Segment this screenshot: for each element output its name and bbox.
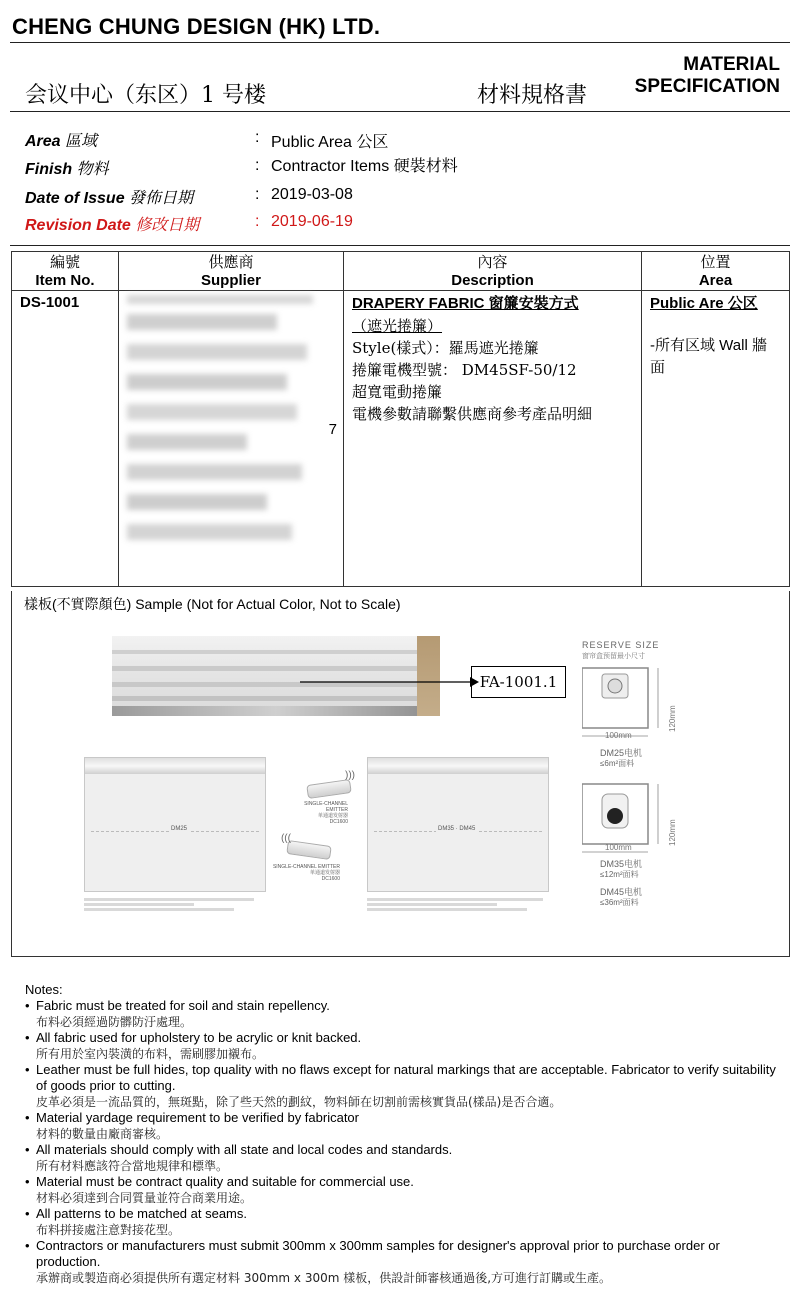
spec-title-en-line2: SPECIFICATION <box>634 76 780 97</box>
issue-value: 2019-03-08 <box>271 186 353 203</box>
sample-caption: 樣板(不實際顏色) Sample (Not for Actual Color, Not to Scale) <box>24 596 401 612</box>
notes-title: Notes: <box>25 982 63 997</box>
right-caption-lines <box>367 896 547 913</box>
supplier-redacted <box>127 293 313 568</box>
issue-label: Date of Issue 發佈日期 <box>25 188 194 207</box>
header-supplier: 供應商 Supplier <box>119 252 344 291</box>
dm35-area: ≤12m²面料 <box>600 870 639 879</box>
dim-100-bottom: 100mm <box>605 843 632 852</box>
area-title: Public Are 公区 <box>650 295 758 312</box>
area-value: Public Area 公区 <box>271 134 389 151</box>
signal-icon: ))) <box>345 770 355 781</box>
revision-value: 2019-06-19 <box>271 213 353 230</box>
arrow-icon <box>300 672 480 692</box>
dm25-label: DM25电机 <box>600 748 643 758</box>
revision-colon: : <box>255 213 260 230</box>
description-blind: 超寬電動捲簾 <box>352 383 443 401</box>
signal-icon: ))) <box>281 833 291 844</box>
spec-title-cn: 材料規格書 <box>477 83 588 108</box>
finish-colon: : <box>255 157 260 174</box>
dm45-area: ≤36m²面料 <box>600 898 639 907</box>
roller-blind-left <box>84 757 266 892</box>
title-rule <box>10 111 790 112</box>
emitter-label-1: SINGLE-CHANNEL EMITTER 单通道发射器 DC1600 <box>304 801 348 825</box>
area-cell <box>642 291 790 587</box>
sample-tag: FA-1001.1 <box>471 666 566 698</box>
spec-table <box>11 251 790 587</box>
item-no: DS-1001 <box>12 291 119 587</box>
supplier-marker: 7 <box>328 421 337 438</box>
company-name: CHENG CHUNG DESIGN (HK) LTD. <box>12 14 381 39</box>
meta-rule <box>10 245 790 246</box>
dim-120-top: 120mm <box>668 705 677 732</box>
project-title: 会议中心（东区）1 号楼 <box>25 83 266 108</box>
description-subtitle: （遮光捲簾） <box>352 317 443 335</box>
reserve-title-cn: 窗帘盒预留最小尺寸 <box>582 653 645 660</box>
reserve-title: RESERVE SIZE <box>582 640 660 650</box>
supplier-cell <box>119 291 344 587</box>
area-note: -所有区域 Wall 牆面 <box>650 337 767 376</box>
roller-blind-right <box>367 757 549 892</box>
spec-title-en <box>610 54 780 98</box>
dm25-section-diagram <box>582 664 672 740</box>
list-item: • Leather must be full hides, top quality with no flaws except for natural markings that are acceptable. Fabricator to verify suitability of goods prior to cutting. 皮革必須是一流品質的，無斑點，除了些天然的劃紋，物料師在切割前需核實貨品(樣品)是否合適。 <box>36 1062 785 1110</box>
spec-title-en-line1: MATERIAL <box>683 54 780 75</box>
header-item: 編號 Item No. <box>12 252 119 291</box>
motor-left-label: DM25 <box>171 826 188 832</box>
dm45-label: DM45电机 <box>600 887 643 897</box>
area-colon: : <box>255 129 260 146</box>
notes-list <box>25 998 785 1286</box>
dm35-label: DM35电机 <box>600 859 643 869</box>
list-item: • Material yardage requirement to be verified by fabricator 材料的數量由廠商審核。 <box>36 1110 785 1142</box>
list-item: • Material must be contract quality and suitable for commercial use. 材料必須達到合同質量並符合商業用途。 <box>36 1174 785 1206</box>
dm25-area: ≤6m²面料 <box>600 759 635 768</box>
finish-value: Contractor Items 硬裝材料 <box>271 158 458 175</box>
description-style: Style(樣式）：羅馬遮光捲簾 <box>352 339 539 357</box>
header-description: 內容 Description <box>344 252 642 291</box>
notes-section <box>25 982 785 1286</box>
list-item: • All materials should comply with all state and local codes and standards. 所有材料應該符合當地規律和標準。 <box>36 1142 785 1174</box>
list-item: • Contractors or manufacturers must submit 300mm x 300mm samples for designer's approval prior to purchase order or production. 承辦商或製造商必須提供所有選定材料 300mm x 300m 樣板，供設計師審核通過後,方可進行訂購或生產。 <box>36 1238 785 1286</box>
header-area: 位置 Area <box>642 252 790 291</box>
motor-right-label: DM35 · DM45 <box>438 826 476 832</box>
header-rule <box>10 42 790 43</box>
list-item: • Fabric must be treated for soil and stain repellency. 布料必須經過防髒防汙處理。 <box>36 998 785 1030</box>
finish-label: Finish 物料 <box>25 159 109 178</box>
emitter-label-2: SINGLE-CHANNEL EMITTER 单通道发射器 DC1600 <box>272 864 340 882</box>
description-motor: 捲簾電機型號： DM45SF-50/12 <box>352 361 577 379</box>
revision-label: Revision Date 修改日期 <box>25 215 200 234</box>
issue-colon: : <box>255 186 260 203</box>
description-title: DRAPERY FABRIC 窗簾安裝方式 <box>352 295 579 312</box>
left-caption-lines <box>84 896 264 913</box>
description-cell <box>344 291 642 587</box>
description-note: 電機參數請聯繫供應商參考產品明細 <box>352 405 593 423</box>
table-row <box>12 291 790 587</box>
dim-120-bottom: 120mm <box>668 819 677 846</box>
list-item: • All fabric used for upholstery to be acrylic or knit backed. 所有用於室內裝潢的布料，需刷膠加襯布。 <box>36 1030 785 1062</box>
area-label: Area 區域 <box>25 131 98 150</box>
dim-100-top: 100mm <box>605 731 632 740</box>
list-item: • All patterns to be matched at seams. 布料拼接處注意對接花型。 <box>36 1206 785 1238</box>
